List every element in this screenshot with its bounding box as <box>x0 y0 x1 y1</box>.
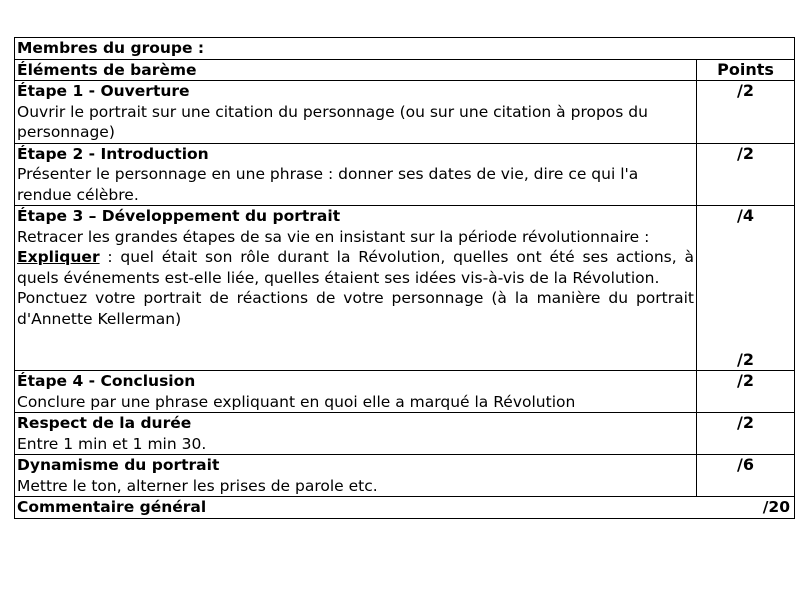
dynamism-cell <box>15 455 697 497</box>
step-1-points: /2 <box>697 81 795 144</box>
step-3-row <box>15 206 795 371</box>
duration-row <box>15 413 795 455</box>
duration-cell <box>15 413 697 455</box>
header-row <box>15 59 795 81</box>
step-2-title: Étape 2 - Introduction <box>17 144 209 163</box>
step-4-points: /2 <box>697 371 795 413</box>
step-2-cell <box>15 143 697 206</box>
dynamism-desc: Mettre le ton, alterner les prises de parole etc. <box>17 476 378 495</box>
grading-table <box>14 37 795 519</box>
step-3-points-1: /4 <box>737 206 754 225</box>
step-4-cell <box>15 371 697 413</box>
members-label: Membres du groupe : <box>15 38 795 60</box>
step-3-desc-2: Ponctuez votre portrait de réactions de votre personnage (à la manière du portrait d'Annette Kellerman) <box>17 289 694 328</box>
step-1-cell <box>15 81 697 144</box>
step-2-row <box>15 143 795 206</box>
comment-label: Commentaire général <box>17 498 207 516</box>
members-row <box>15 38 795 60</box>
step-2-points: /2 <box>697 143 795 206</box>
step-4-title: Étape 4 - Conclusion <box>17 372 196 390</box>
step-3-points-cell <box>697 206 795 371</box>
step-3-cell <box>15 206 697 371</box>
dynamism-row <box>15 455 795 497</box>
step-3-explain <box>17 247 694 288</box>
elements-header: Éléments de barème <box>15 59 697 81</box>
step-2-desc: Présenter le personnage en une phrase : donner ses dates de vie, dire ce qui l'a rendue célèbre. <box>17 165 639 204</box>
step-4-desc: Conclure par une phrase expliquant en quoi elle a marqué la Révolution <box>17 392 576 411</box>
duration-title: Respect de la durée <box>17 414 192 432</box>
spacer <box>699 227 792 350</box>
step-1-desc: Ouvrir le portrait sur une citation du personnage (ou sur une citation à propos du personnage) <box>17 102 648 141</box>
explain-label: Expliquer <box>17 248 100 266</box>
dynamism-title: Dynamisme du portrait <box>17 456 220 474</box>
step-3-points-2: /2 <box>737 349 754 369</box>
dynamism-points: /6 <box>697 455 795 497</box>
duration-points: /2 <box>697 413 795 455</box>
step-3-title: Étape 3 – Développement du portrait <box>17 207 341 225</box>
step-3-desc-1: Retracer les grandes étapes de sa vie en insistant sur la période révolutionnaire : <box>17 227 650 246</box>
total-points: /20 <box>762 498 790 516</box>
step-4-row <box>15 371 795 413</box>
step-1-row <box>15 81 795 144</box>
explain-text: : quel était son rôle durant la Révolution, quelles ont été ses actions, à quels événements est-elle liée, quelles étaient ses idées vis-à-vis de la Révolution. <box>17 248 694 287</box>
duration-desc: Entre 1 min et 1 min 30. <box>17 434 207 453</box>
comment-cell <box>15 497 795 519</box>
points-header: Points <box>697 59 795 81</box>
comment-row <box>15 497 795 519</box>
step-1-title: Étape 1 - Ouverture <box>17 82 190 100</box>
